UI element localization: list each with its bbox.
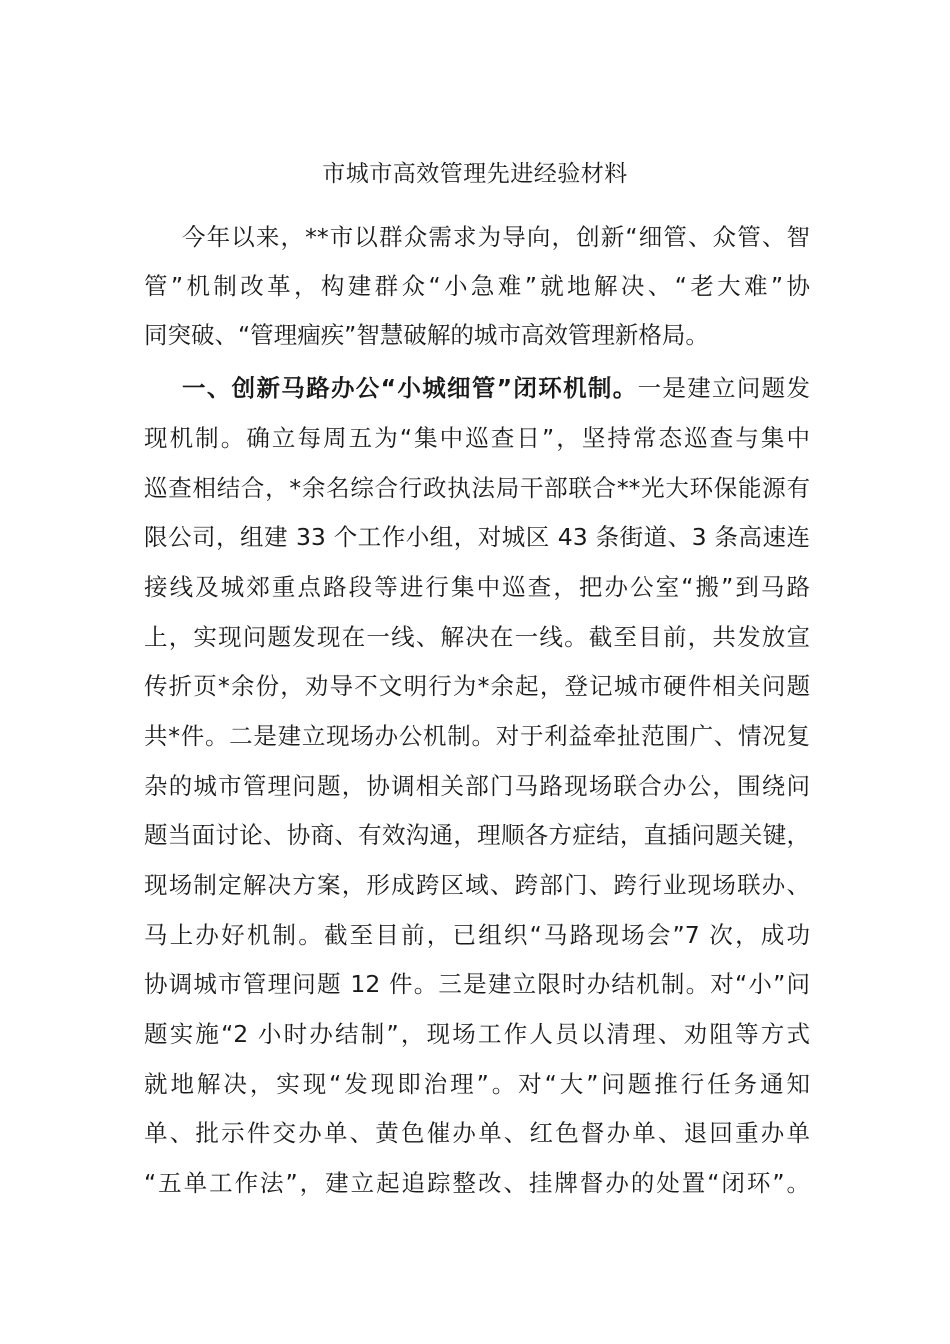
paragraph-2-line: 协调城市管理问题 12 件。三是建立限时办结机制。对“小”问 [144,970,810,998]
paragraph-2-line: 单、批示件交办单、黄色催办单、红色督办单、退回重办单 [144,1119,810,1147]
paragraph-2-line: 马上办好机制。截至目前，已组织“马路现场会”7 次，成功 [144,921,810,949]
section-first-line-text: 一是建立问题发 [637,374,811,402]
paragraph-2-line: 现场制定解决方案，形成跨区域、跨部门、跨行业现场联办、 [144,871,810,899]
paragraph-2-line: “五单工作法”，建立起追踪整改、挂牌督办的处置“闭环”。 [144,1169,810,1197]
paragraph-2-line: 杂的城市管理问题，协调相关部门马路现场联合办公，围绕问 [144,772,810,800]
paragraph-2-line: 传折页*余份，劝导不文明行为*余起，登记城市硬件相关问题 [144,672,810,700]
paragraph-2-line: 限公司，组建 33 个工作小组，对城区 43 条街道、3 条高速连 [144,523,810,551]
paragraph-2-line-1 [182,371,810,405]
paragraph-2-line: 现机制。确立每周五为“集中巡查日”，坚持常态巡查与集中 [144,424,810,452]
paragraph-2-line: 上，实现问题发现在一线、解决在一线。截至目前，共发放宣 [144,623,810,651]
paragraph-1-line-2: 管”机制改革，构建群众“小急难”就地解决、“老大难”协 [144,272,810,300]
section-heading: 一、创新马路办公“小城细管”闭环机制。 [182,374,638,402]
paragraph-2-line: 共*件。二是建立现场办公机制。对于利益牵扯范围广、情况复 [144,722,810,750]
paragraph-2-line: 题当面讨论、协商、有效沟通，理顺各方症结，直插问题关键， [144,821,810,849]
paragraph-2-line: 题实施“2 小时办结制”，现场工作人员以清理、劝阻等方式 [144,1020,810,1048]
paragraph-2-line: 接线及城郊重点路段等进行集中巡查，把办公室“搬”到马路 [144,573,810,601]
paragraph-1-line-3: 同突破、“管理痼疾”智慧破解的城市高效管理新格局。 [144,321,709,349]
paragraph-2-line: 就地解决，实现“发现即治理”。对“大”问题推行任务通知 [144,1070,810,1098]
document-title: 市城市高效管理先进经验材料 [322,161,628,187]
paragraph-2-line: 巡查相结合，*余名综合行政执法局干部联合**光大环保能源有 [144,474,810,502]
paragraph-1-line-1: 今年以来，**市以群众需求为导向，创新“细管、众管、智 [182,223,810,251]
